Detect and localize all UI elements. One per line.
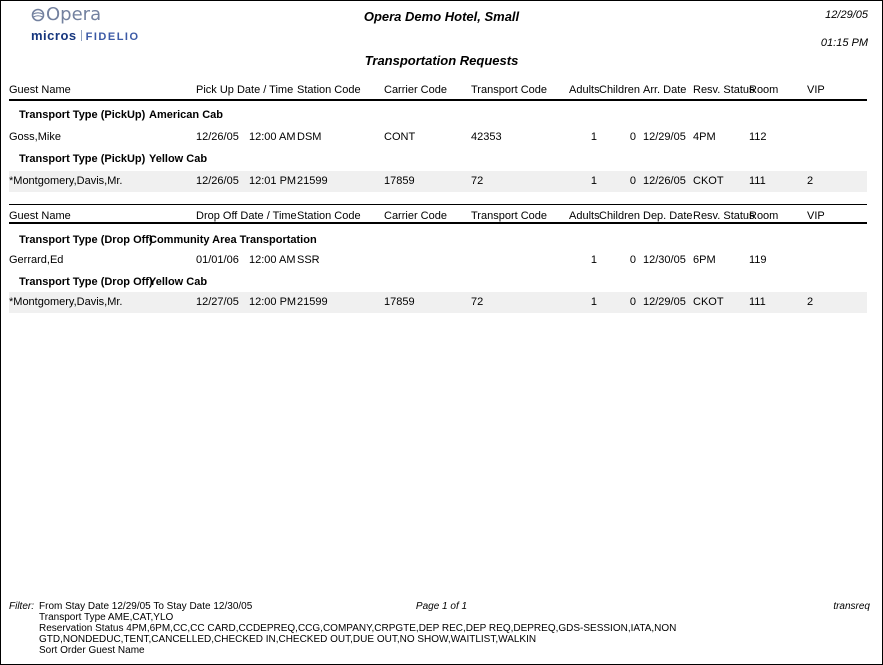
pickup-header-row xyxy=(9,81,867,99)
cell-room: 112 xyxy=(749,131,767,143)
cell-arr-date: 12/26/05 xyxy=(643,175,686,187)
group-value: American Cab xyxy=(149,109,223,121)
report-title: Transportation Requests xyxy=(364,53,519,68)
col-vip: VIP xyxy=(807,84,825,96)
report-code: transreq xyxy=(833,601,870,612)
col-resv-status: Resv. Status xyxy=(693,210,755,222)
micros-logo-text: micros xyxy=(31,28,77,43)
cell-resv-status: CKOT xyxy=(693,175,724,187)
group-value: Community Area Transportation xyxy=(149,234,317,246)
header-rule xyxy=(9,222,867,224)
cell-guest: Goss,Mike xyxy=(9,131,61,143)
opera-logo-text: Opera xyxy=(46,4,102,25)
micros-fidelio-logo xyxy=(31,28,140,44)
col-room: Room xyxy=(749,84,779,96)
page-number: Page 1 of 1 xyxy=(415,601,468,612)
group-row xyxy=(9,106,867,124)
cell-transport: 72 xyxy=(471,296,484,308)
print-time: 01:15 PM xyxy=(820,37,868,49)
group-label: Transport Type (PickUp) xyxy=(19,153,146,165)
cell-time: 12:01 PM xyxy=(249,175,297,187)
col-transport-code: Transport Code xyxy=(471,210,548,222)
cell-carrier: 17859 xyxy=(384,296,415,308)
cell-transport: 72 xyxy=(471,175,484,187)
col-vip: VIP xyxy=(807,210,825,222)
cell-arr-date: 12/29/05 xyxy=(643,131,686,143)
section-rule xyxy=(9,204,867,205)
logo-divider xyxy=(81,30,82,41)
group-label: Transport Type (PickUp) xyxy=(19,109,146,121)
fidelio-logo-text: FIDELIO xyxy=(85,31,140,43)
cell-resv-status: 6PM xyxy=(693,254,716,266)
cell-date: 01/01/06 xyxy=(196,254,239,266)
cell-date: 12/26/05 xyxy=(196,131,239,143)
cell-dep-date: 12/29/05 xyxy=(643,296,686,308)
cell-room: 111 xyxy=(749,175,766,187)
col-guest-name: Guest Name xyxy=(9,84,71,96)
filter-transport-type: Transport Type AME,CAT,YLO xyxy=(39,612,174,623)
filter-label: Filter: xyxy=(9,601,34,612)
col-dropoff-datetime: Drop Off Date / Time xyxy=(196,210,297,222)
col-adults: Adults xyxy=(569,84,600,96)
filter-reservation-status: Reservation Status 4PM,6PM,CC,CC CARD,CCDEPREQ,CCG,COMPANY,CRPGTE,DEP REC,DEP REQ,DEPREQ,GDS-SESSION,IATA,NON GTD,NONDEDUC,TENT,CANCELLED,CHECKED IN,CHECKED OUT,DUE OUT,NO SHOW,WAITLIST,WALKIN xyxy=(39,623,677,645)
cell-dep-date: 12/30/05 xyxy=(643,254,686,266)
col-station-code: Station Code xyxy=(297,84,361,96)
cell-station: 21599 xyxy=(297,175,328,187)
cell-station: SSR xyxy=(297,254,320,266)
cell-room: 111 xyxy=(749,296,766,308)
cell-vip: 2 xyxy=(807,296,814,308)
col-guest-name: Guest Name xyxy=(9,210,71,222)
print-date: 12/29/05 xyxy=(825,9,868,21)
cell-guest: Gerrard,Ed xyxy=(9,254,64,266)
cell-vip: 2 xyxy=(807,175,814,187)
cell-date: 12/26/05 xyxy=(196,175,239,187)
table-row xyxy=(9,250,867,271)
cell-adults: 1 xyxy=(590,254,597,266)
filter-stay-dates: From Stay Date 12/29/05 To Stay Date 12/30/05 xyxy=(39,601,253,612)
cell-time: 12:00 AM xyxy=(249,131,296,143)
cell-children: 0 xyxy=(629,254,636,266)
col-resv-status: Resv. Status xyxy=(693,84,755,96)
col-station-code: Station Code xyxy=(297,210,361,222)
cell-station: DSM xyxy=(297,131,322,143)
group-label: Transport Type (Drop Off) xyxy=(19,276,153,288)
cell-guest: *Montgomery,Davis,Mr. xyxy=(9,175,123,187)
hotel-name: Opera Demo Hotel, Small xyxy=(363,9,520,24)
col-carrier-code: Carrier Code xyxy=(384,84,447,96)
table-row xyxy=(9,127,867,148)
filter-sort-order: Sort Order Guest Name xyxy=(39,645,145,656)
cell-children: 0 xyxy=(629,131,636,143)
group-row xyxy=(9,231,867,249)
cell-guest: *Montgomery,Davis,Mr. xyxy=(9,296,123,308)
group-value: Yellow Cab xyxy=(149,153,208,165)
col-arr-date: Arr. Date xyxy=(643,84,687,96)
cell-resv-status: 4PM xyxy=(693,131,716,143)
cell-room: 119 xyxy=(749,254,767,266)
cell-time: 12:00 PM xyxy=(249,296,297,308)
cell-adults: 1 xyxy=(590,296,597,308)
col-adults: Adults xyxy=(569,210,600,222)
header-rule xyxy=(9,99,867,101)
cell-resv-status: CKOT xyxy=(693,296,724,308)
group-value: Yellow Cab xyxy=(149,276,208,288)
group-row xyxy=(9,150,867,168)
col-transport-code: Transport Code xyxy=(471,84,548,96)
col-children: Children xyxy=(599,84,640,96)
col-dep-date: Dep. Date xyxy=(643,210,693,222)
group-label: Transport Type (Drop Off) xyxy=(19,234,153,246)
col-children: Children xyxy=(599,210,640,222)
cell-transport: 42353 xyxy=(471,131,502,143)
table-row xyxy=(9,292,867,313)
col-carrier-code: Carrier Code xyxy=(384,210,447,222)
cell-carrier: CONT xyxy=(384,131,416,143)
group-row xyxy=(9,273,867,291)
table-row xyxy=(9,171,867,192)
cell-children: 0 xyxy=(629,296,636,308)
cell-carrier: 17859 xyxy=(384,175,415,187)
cell-children: 0 xyxy=(629,175,636,187)
col-room: Room xyxy=(749,210,779,222)
cell-date: 12/27/05 xyxy=(196,296,239,308)
col-pickup-datetime: Pick Up Date / Time xyxy=(196,84,294,96)
cell-adults: 1 xyxy=(590,175,597,187)
cell-station: 21599 xyxy=(297,296,328,308)
cell-adults: 1 xyxy=(590,131,597,143)
cell-time: 12:00 AM xyxy=(249,254,296,266)
